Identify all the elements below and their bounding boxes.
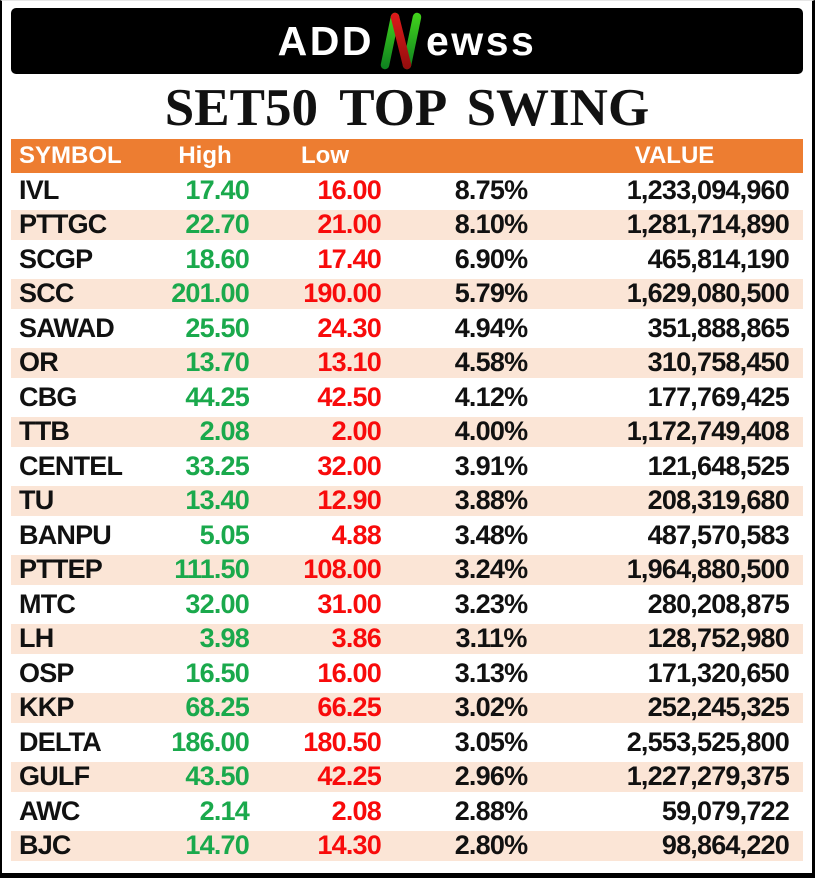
logo-text-add: ADD: [277, 17, 374, 64]
cell-value: 487,570,583: [647, 519, 789, 550]
cell-symbol: GULF: [19, 761, 90, 792]
cell-value: 98,864,220: [661, 830, 789, 861]
table-header-row: [11, 139, 803, 173]
table-row: [11, 587, 803, 622]
table-row: [11, 691, 803, 726]
cell-symbol: IVL: [19, 174, 59, 205]
cell-symbol: OSP: [19, 657, 74, 688]
table-row: [11, 449, 803, 484]
cell-swing-pct: 4.94%: [454, 312, 528, 343]
cell-symbol: PTTEP: [19, 554, 103, 585]
cell-swing-pct: 3.13%: [454, 657, 528, 688]
table-row: [11, 725, 803, 760]
table-row: [11, 346, 803, 381]
cell-high: 186.00: [171, 726, 249, 757]
cell-value: 2,553,525,800: [626, 726, 789, 757]
cell-value: 121,648,525: [647, 450, 789, 481]
cell-high: 44.25: [185, 381, 249, 412]
table-row: [11, 794, 803, 829]
cell-low: 42.50: [317, 381, 381, 412]
cell-high: 2.08: [199, 416, 249, 447]
cell-swing-pct: 3.48%: [454, 519, 528, 550]
logo-bar: [11, 8, 803, 74]
cell-value: 280,208,875: [647, 588, 789, 619]
table-row: [11, 277, 803, 312]
cell-value: 1,629,080,500: [626, 278, 789, 309]
cell-high: 3.98: [199, 623, 249, 654]
cell-symbol: SCGP: [19, 243, 93, 274]
cell-high: 5.05: [199, 519, 249, 550]
cell-symbol: BANPU: [19, 519, 112, 550]
cell-low: 180.50: [303, 726, 381, 757]
cell-value: 465,814,190: [647, 243, 789, 274]
cell-high: 22.70: [185, 209, 249, 240]
cell-low: 21.00: [317, 209, 381, 240]
cell-value: 310,758,450: [647, 347, 789, 378]
cell-symbol: KKP: [19, 692, 74, 723]
col-header-symbol: SYMBOL: [19, 142, 122, 169]
table-row: [11, 415, 803, 450]
cell-high: 13.40: [185, 485, 249, 516]
page-title: SET50 TOP SWING: [164, 79, 650, 137]
table-row: [11, 656, 803, 691]
col-header-high: High: [178, 142, 232, 169]
table-row: [11, 760, 803, 795]
cell-high: 32.00: [185, 588, 249, 619]
cell-value: 208,319,680: [647, 485, 789, 516]
cell-low: 32.00: [317, 450, 381, 481]
cell-low: 17.40: [317, 243, 381, 274]
cell-value: 59,079,722: [661, 795, 789, 826]
cell-symbol: OR: [19, 347, 58, 378]
cell-value: 1,227,279,375: [626, 761, 789, 792]
cell-swing-pct: 3.05%: [454, 726, 528, 757]
cell-symbol: BJC: [19, 830, 71, 861]
cell-swing-pct: 2.96%: [454, 761, 528, 792]
cell-symbol: CENTEL: [19, 450, 123, 481]
cell-low: 108.00: [303, 554, 381, 585]
table-row: [11, 208, 803, 243]
addnewss-logo: [278, 10, 537, 72]
cell-swing-pct: 4.12%: [454, 381, 528, 412]
table-row: [11, 518, 803, 553]
cell-high: 2.14: [199, 795, 249, 826]
cell-value: 1,233,094,960: [626, 174, 789, 205]
cell-low: 2.08: [331, 795, 381, 826]
cell-high: 201.00: [171, 278, 249, 309]
cell-symbol: CBG: [19, 381, 77, 412]
col-header-low: Low: [301, 142, 349, 169]
cell-swing-pct: 3.24%: [454, 554, 528, 585]
table-row: [11, 484, 803, 519]
cell-swing-pct: 3.91%: [454, 450, 528, 481]
table-body: [11, 173, 803, 863]
cell-high: 43.50: [185, 761, 249, 792]
cell-low: 2.00: [331, 416, 381, 447]
cell-swing-pct: 3.11%: [455, 623, 527, 654]
cell-high: 13.70: [185, 347, 249, 378]
table-row: [11, 242, 803, 277]
cell-symbol: LH: [19, 623, 54, 654]
cell-value: 177,769,425: [647, 381, 789, 412]
cell-low: 66.25: [317, 692, 381, 723]
cell-value: 1,281,714,890: [626, 209, 789, 240]
cell-high: 17.40: [185, 174, 249, 205]
cell-low: 24.30: [317, 312, 381, 343]
cell-value: 128,752,980: [647, 623, 789, 654]
table-row: [11, 173, 803, 208]
cell-low: 31.00: [317, 588, 381, 619]
logo-n-icon: [376, 10, 426, 72]
cell-low: 42.25: [317, 761, 381, 792]
cell-high: 18.60: [185, 243, 249, 274]
table-row: [11, 622, 803, 657]
cell-high: 16.50: [185, 657, 249, 688]
table-row: [11, 311, 803, 346]
cell-symbol: AWC: [19, 795, 80, 826]
cell-value: 1,964,880,500: [626, 554, 789, 585]
cell-high: 14.70: [185, 830, 249, 861]
cell-swing-pct: 4.58%: [454, 347, 528, 378]
cell-symbol: MTC: [19, 588, 76, 619]
cell-low: 14.30: [317, 830, 381, 861]
table-row: [11, 380, 803, 415]
cell-swing-pct: 5.79%: [454, 278, 528, 309]
cell-low: 13.10: [317, 347, 381, 378]
cell-low: 12.90: [317, 485, 381, 516]
table-row: [11, 553, 803, 588]
cell-low: 190.00: [303, 278, 381, 309]
cell-swing-pct: 6.90%: [454, 243, 528, 274]
cell-swing-pct: 3.23%: [454, 588, 528, 619]
cell-symbol: PTTGC: [19, 209, 107, 240]
cell-swing-pct: 4.00%: [454, 416, 528, 447]
cell-value: 171,320,650: [647, 657, 789, 688]
cell-high: 25.50: [185, 312, 249, 343]
cell-high: 33.25: [185, 450, 249, 481]
cell-low: 16.00: [317, 174, 381, 205]
cell-value: 351,888,865: [647, 312, 789, 343]
col-header-value: VALUE: [634, 142, 715, 169]
table-row: [11, 829, 803, 864]
cell-swing-pct: 3.88%: [454, 485, 528, 516]
cell-swing-pct: 3.02%: [454, 692, 528, 723]
cell-symbol: TU: [19, 485, 54, 516]
cell-swing-pct: 2.80%: [454, 830, 528, 861]
cell-high: 111.50: [174, 554, 249, 585]
cell-low: 16.00: [317, 657, 381, 688]
cell-swing-pct: 2.88%: [454, 795, 528, 826]
cell-symbol: TTB: [19, 416, 70, 447]
cell-high: 68.25: [185, 692, 249, 723]
cell-symbol: SAWAD: [19, 312, 115, 343]
cell-low: 4.88: [331, 519, 381, 550]
cell-value: 252,245,325: [647, 692, 789, 723]
logo-text-ewss: ewss: [426, 17, 537, 64]
cell-swing-pct: 8.10%: [454, 209, 528, 240]
cell-symbol: DELTA: [19, 726, 101, 757]
cell-value: 1,172,749,408: [626, 416, 789, 447]
cell-low: 3.86: [331, 623, 381, 654]
cell-swing-pct: 8.75%: [454, 174, 528, 205]
swing-table: [11, 139, 803, 863]
cell-symbol: SCC: [19, 278, 74, 309]
